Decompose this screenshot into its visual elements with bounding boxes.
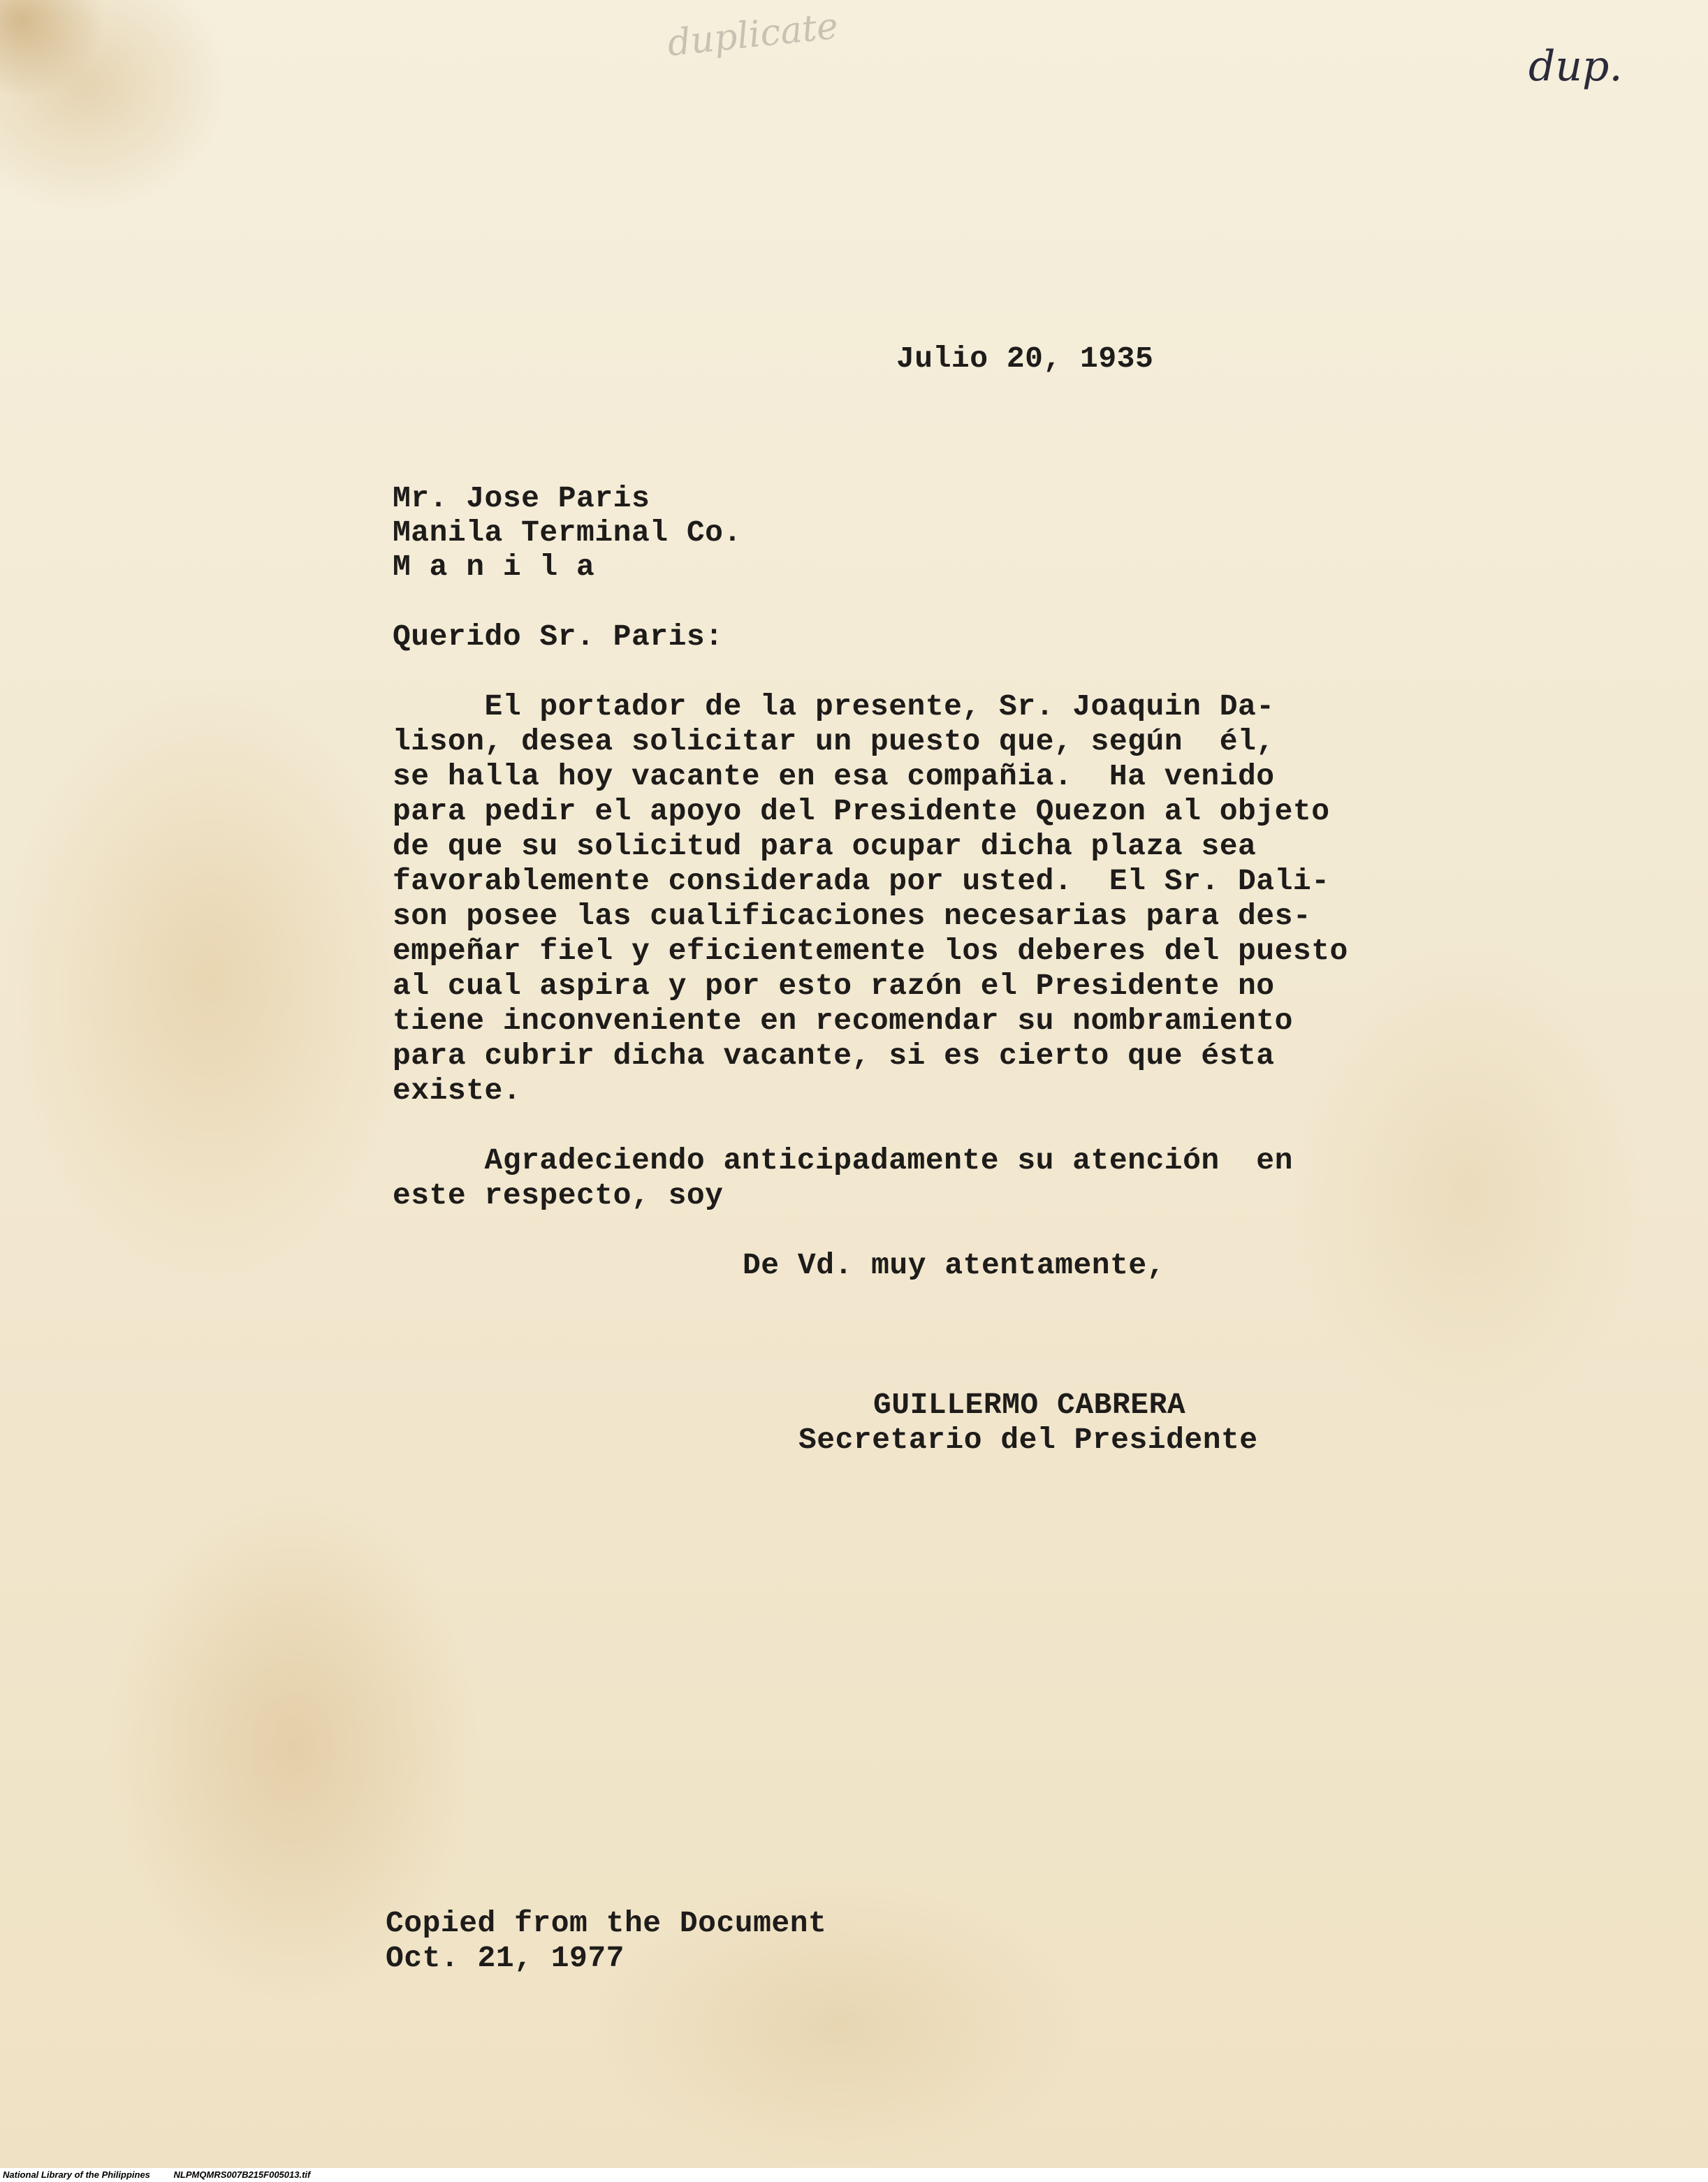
body-line: existe. [393, 1074, 522, 1108]
address-line-2: Manila Terminal Co. [393, 515, 742, 550]
corner-stain [0, 0, 105, 98]
body-line: para pedir el apoyo del Presidente Quezon al objeto [393, 794, 1330, 828]
ink-annotation: dup. [1528, 42, 1623, 91]
complimentary-close: De Vd. muy atentamente, [743, 1248, 1165, 1282]
body-line: El portador de la presente, Sr. Joaquin Da- [393, 689, 1275, 724]
body-line: lison, desea solicitar un puesto que, según él, [393, 724, 1275, 759]
body-line: Agradeciendo anticipadamente su atención en [393, 1143, 1293, 1178]
body-line: tiene inconveniente en recomendar su nombramiento [393, 1004, 1293, 1038]
body-line: empeñar fiel y eficientemente los deberes del puesto [393, 934, 1348, 968]
body-line: favorablemente considerada por usted. El Sr. Dali- [393, 864, 1330, 898]
body-line: al cual aspira y por esto razón el Presidente no [393, 969, 1275, 1003]
signer-title: Secretario del Presidente [798, 1423, 1258, 1457]
body-line: se halla hoy vacante en esa compañia. Ha venido [393, 759, 1275, 793]
library-label: National Library of the Philippines [3, 2169, 150, 2180]
signer-name: GUILLERMO CABRERA [873, 1388, 1186, 1422]
copy-note-line-1: Copied from the Document [386, 1906, 827, 1940]
archive-footer [0, 2168, 1708, 2182]
letter-date: Julio 20, 1935 [896, 342, 1154, 376]
file-id: NLPMQMRS007B215F005013.tif [173, 2169, 311, 2180]
body-line: para cubrir dicha vacante, si es cierto que ésta [393, 1039, 1275, 1073]
address-line-3: M a n i l a [393, 550, 595, 584]
salutation: Querido Sr. Paris: [393, 620, 724, 654]
body-line: de que su solicitud para ocupar dicha plaza sea [393, 829, 1257, 863]
body-line: son posee las cualificaciones necesarias para des- [393, 899, 1312, 933]
address-line-1: Mr. Jose Paris [393, 481, 650, 515]
pencil-annotation: duplicate [665, 5, 840, 65]
body-line: este respecto, soy [393, 1178, 724, 1213]
copy-note-line-2: Oct. 21, 1977 [386, 1941, 625, 1975]
